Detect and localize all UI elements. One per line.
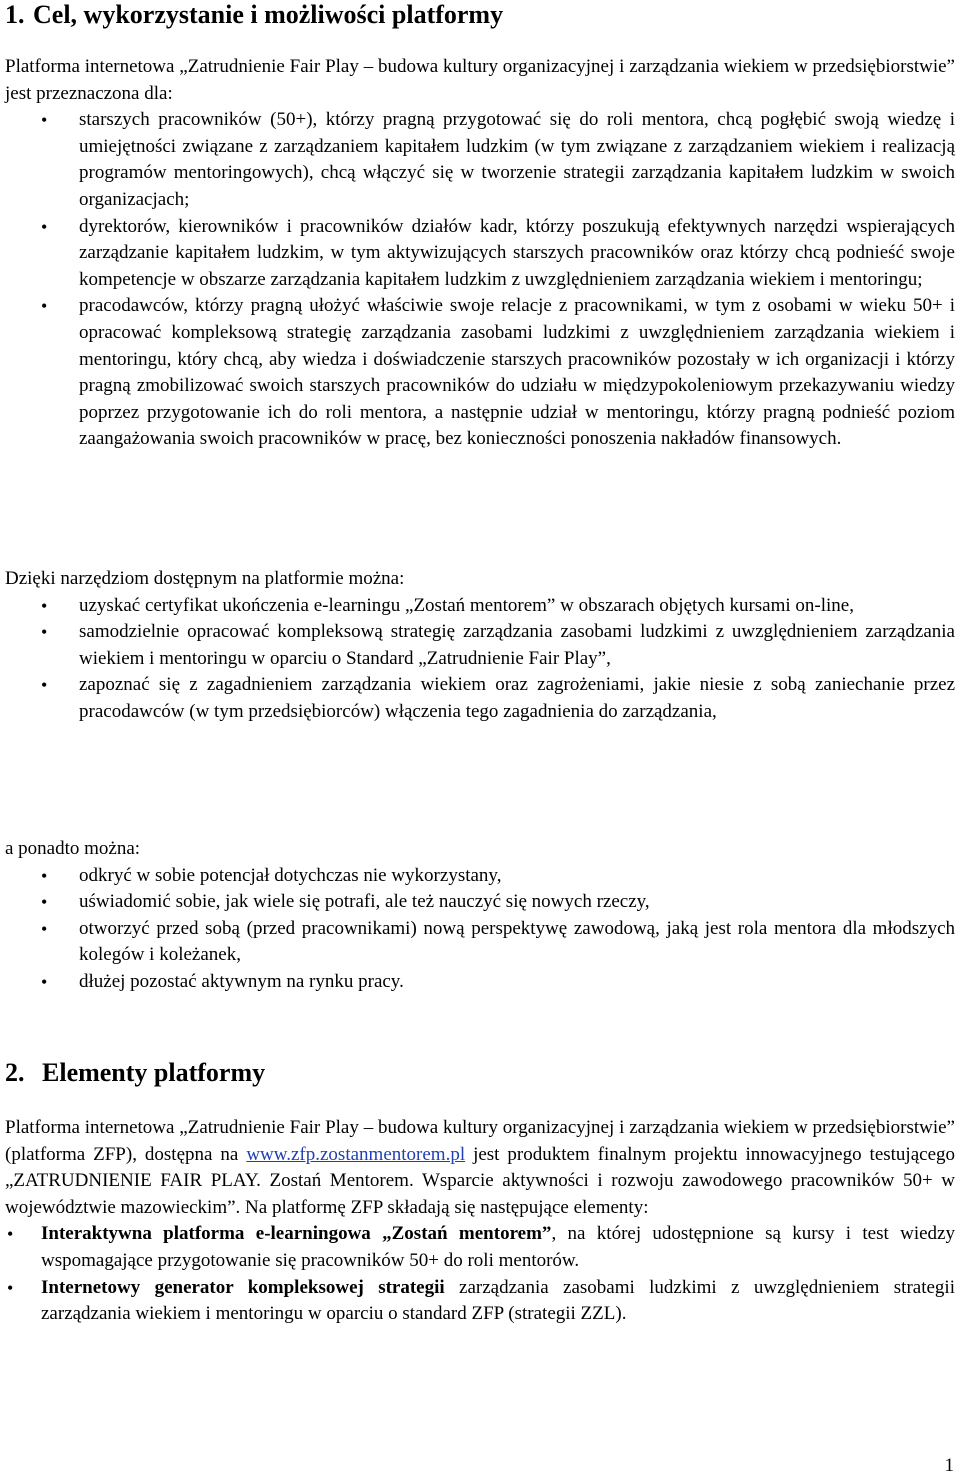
list-item: • dyrektorów, kierowników i pracowników działów kadr, którzy poszukują efektywnych narzędzi wspierających zarządzanie kapitałem ludzkim, w tym aktywizujących starszych pracowników oraz którzy chcą podnieść swoje kompetencje w obszarze zarządzania kapitałem ludzkim z uwzględnieniem zarządzania wiekiem i mentoringu; bbox=[41, 215, 955, 290]
list-item: • samodzielnie opracować kompleksową strategię zarządzania zasobami ludzkimi z uwzględnieniem zarządzania wiekiem i mentoringu w oparciu o Standard „Zatrudnienie Fair Play”, bbox=[41, 621, 955, 669]
section1-intro: Platforma internetowa „Zatrudnienie Fair Play – budowa kultury organizacyjnej i zarządzania wiekiem w przedsiębiorstwie” jest przeznaczona dla: bbox=[5, 56, 955, 104]
section1-number: 1. bbox=[5, 0, 25, 29]
tools-block bbox=[5, 566, 955, 726]
bullet-icon: • bbox=[41, 622, 48, 643]
bullet-icon: • bbox=[41, 110, 48, 131]
section1-body bbox=[5, 54, 955, 453]
page-number: 1 bbox=[944, 1455, 954, 1476]
more-intro: a ponadto można: bbox=[5, 838, 141, 859]
list-item: • Interaktywna platforma e-learningowa „Zostań mentorem”, na której udostępnione są kursy i test wiedzy wspomagające przygotowanie się pracowników 50+ do roli mentorów. bbox=[7, 1223, 955, 1271]
bullet-icon: • bbox=[7, 1224, 14, 1245]
list-item: • dłużej pozostać aktywnym na rynku pracy. bbox=[5, 969, 955, 996]
section2-intro: Platforma internetowa „Zatrudnienie Fair Play – budowa kultury organizacyjnej i zarządzania wiekiem w przedsiębiorstwie” (platforma ZFP), dostępna na www.zfp.zostanmentorem.pl jest produktem finalnym projektu innowacyjnego testującego „ZATRUDNIENIE FAIR PLAY. Zostań Mentorem. Wsparcie aktywności i rozwoju zawodowego pracowników 50+ w województwie mazowieckim”. Na platformę ZFP składają się następujące elementy: bbox=[5, 1117, 956, 1218]
tools-list bbox=[5, 593, 955, 726]
platform-link[interactable]: www.zfp.zostanmentorem.pl bbox=[246, 1143, 466, 1165]
section2-number: 2. bbox=[5, 1058, 25, 1087]
bullet-icon: • bbox=[41, 595, 48, 616]
bullet-icon: • bbox=[41, 971, 48, 992]
bullet-icon: • bbox=[41, 892, 48, 913]
list-item: • Internetowy generator kompleksowej strategii zarządzania zasobami ludzkimi z uwzględnieniem strategii zarządzania wiekiem i mentoringu w oparciu o standard ZFP (strategii ZZL). bbox=[7, 1276, 955, 1325]
bullet-icon: • bbox=[7, 1277, 14, 1298]
audience-list bbox=[5, 107, 955, 453]
list-item: • pracodawców, którzy pragną ułożyć właściwie swoje relacje z pracownikami, w tym z osobami w wieku 50+ i opracować kompleksową strategię zarządzania zasobami ludzkimi z uwzględnieniem zarządzania wiekiem i mentoringu, który chcą, aby wiedza i doświadczenie starszych pracowników pozostały w ich organizacji i którzy pragną zmobilizować swoich starszych pracowników do udziału w międzypokoleniowym przekazywaniu wiedzy poprzez przygotowanie ich do roli mentora, a następnie udział w mentoringu, którzy pragną podnieść poziom zaangażowania swoich pracowników w pracę, bez konieczności ponoszenia nakładów finansowych. bbox=[41, 295, 955, 450]
list-item: • odkryć w sobie potencjał dotychczas nie wykorzystany, bbox=[5, 863, 955, 890]
section2-title: Elementy platformy bbox=[42, 1058, 266, 1087]
section2-heading bbox=[5, 1058, 265, 1088]
bullet-icon: • bbox=[41, 675, 48, 696]
list-item: • zapoznać się z zagadnieniem zarządzania wiekiem oraz zagrożeniami, jakie niesie z sobą zaniechanie przez pracodawców (w tym przedsiębiorców) włączenia tego zagadnienia do zarządzania, bbox=[41, 674, 955, 722]
more-block bbox=[5, 836, 955, 996]
section1-heading bbox=[5, 0, 503, 30]
list-item: • starszych pracowników (50+), którzy pragną przygotować się do roli mentora, chcą pogłębić swoją wiedzę i umiejętności związane z zarządzaniem kapitałem ludzkim (w tym związane z zarządzaniem wiekiem i realizacją programów mentoringowych), chcą włączyć się w tworzenie strategii zarządzania kapitałem ludzkim w swoich organizacjach; bbox=[41, 109, 955, 210]
tools-intro: Dzięki narzędziom dostępnym na platformie można: bbox=[5, 568, 405, 589]
bullet-icon: • bbox=[41, 296, 48, 317]
list-item: • otworzyć przed sobą (przed pracownikami) nową perspektywę zawodową, jaką jest rola mentora dla młodszych kolegów i koleżanek, bbox=[41, 917, 955, 966]
bullet-icon: • bbox=[41, 918, 48, 939]
section1-title: Cel, wykorzystanie i możliwości platformy bbox=[33, 0, 504, 29]
bullet-icon: • bbox=[41, 865, 48, 886]
elements-list bbox=[5, 1221, 955, 1327]
more-list bbox=[5, 863, 955, 996]
bullet-icon: • bbox=[41, 216, 48, 237]
section2-body bbox=[5, 1115, 955, 1328]
list-item: • uzyskać certyfikat ukończenia e-learningu „Zostań mentorem” w obszarach objętych kursami on-line, bbox=[5, 593, 955, 620]
list-item: • uświadomić sobie, jak wiele się potrafi, ale też nauczyć się nowych rzeczy, bbox=[5, 889, 955, 916]
